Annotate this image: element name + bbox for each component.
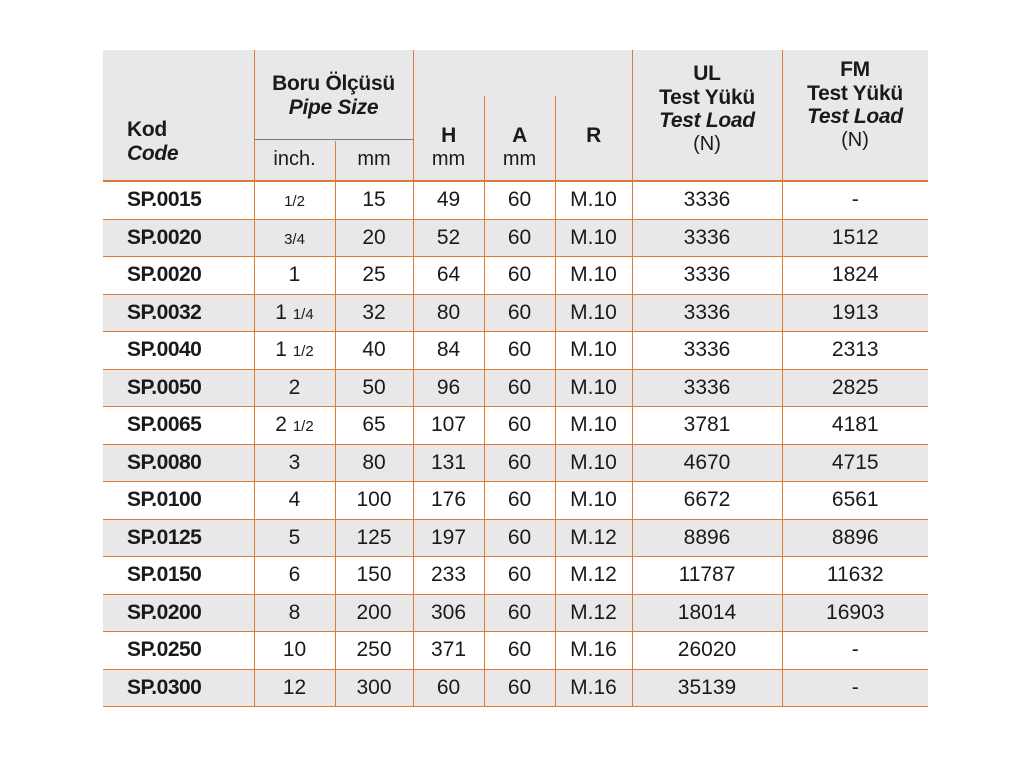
h-cell: 80 bbox=[413, 294, 484, 332]
fm-load-cell: 4715 bbox=[782, 444, 928, 482]
inch-cell bbox=[254, 257, 335, 295]
h-cell: 371 bbox=[413, 632, 484, 670]
code-cell: SP.0032 bbox=[103, 294, 254, 332]
mm-cell: 15 bbox=[335, 182, 413, 219]
a-cell: 60 bbox=[484, 182, 555, 219]
r-cell: M.16 bbox=[555, 669, 632, 707]
table-row bbox=[103, 444, 928, 482]
boru-olcusu-label: Boru Ölçüsü bbox=[272, 72, 395, 95]
inch-whole: 6 bbox=[288, 563, 301, 587]
a-cell: 60 bbox=[484, 257, 555, 295]
inch-whole: 3 bbox=[288, 450, 301, 474]
ul-load-cell: 4670 bbox=[632, 444, 782, 482]
mm-cell: 150 bbox=[335, 557, 413, 595]
table-row bbox=[103, 219, 928, 257]
fm-test-yuku-label: Test Yükü bbox=[807, 81, 903, 105]
inch-fraction: 1/4 bbox=[292, 305, 314, 323]
fm-load-cell: - bbox=[782, 182, 928, 219]
h-unit: mm bbox=[431, 147, 466, 170]
table-row bbox=[103, 407, 928, 445]
code-cell: SP.0020 bbox=[103, 219, 254, 257]
r-cell: M.10 bbox=[555, 182, 632, 219]
a-cell: 60 bbox=[484, 669, 555, 707]
fm-load-cell: - bbox=[782, 669, 928, 707]
ul-load-cell: 3336 bbox=[632, 332, 782, 370]
r-cell: M.10 bbox=[555, 294, 632, 332]
table-row bbox=[103, 594, 928, 632]
r-cell: M.10 bbox=[555, 257, 632, 295]
fm-unit: (N) bbox=[841, 128, 869, 151]
inch-fraction: 1/2 bbox=[284, 193, 305, 211]
inch-whole: 10 bbox=[282, 638, 307, 662]
code-cell: SP.0020 bbox=[103, 257, 254, 295]
code-cell: SP.0150 bbox=[103, 557, 254, 595]
h-cell: 197 bbox=[413, 519, 484, 557]
ul-header bbox=[632, 62, 782, 155]
table-row bbox=[103, 294, 928, 332]
a-unit: mm bbox=[502, 147, 537, 170]
code-label: Code bbox=[127, 141, 179, 165]
fm-load-cell: 11632 bbox=[782, 557, 928, 595]
r-cell: M.10 bbox=[555, 444, 632, 482]
fm-load-cell: 6561 bbox=[782, 482, 928, 520]
spec-table bbox=[103, 50, 928, 707]
ul-load-cell: 26020 bbox=[632, 632, 782, 670]
inch-cell bbox=[254, 444, 335, 482]
fm-load-cell: 2313 bbox=[782, 332, 928, 370]
table-row bbox=[103, 557, 928, 595]
fm-header bbox=[782, 58, 928, 151]
ul-load-cell: 18014 bbox=[632, 594, 782, 632]
ul-test-load-label: Test Load bbox=[659, 109, 755, 133]
kod-label: Kod bbox=[127, 118, 167, 141]
fm-load-cell: 1512 bbox=[782, 219, 928, 257]
inch-cell bbox=[254, 332, 335, 370]
r-cell: M.10 bbox=[555, 369, 632, 407]
mm-cell: 32 bbox=[335, 294, 413, 332]
fm-label: FM bbox=[840, 58, 870, 81]
h-cell: 64 bbox=[413, 257, 484, 295]
inch-whole: 4 bbox=[288, 488, 301, 512]
fm-load-cell: 2825 bbox=[782, 369, 928, 407]
r-cell: M.10 bbox=[555, 482, 632, 520]
inch-cell bbox=[254, 594, 335, 632]
a-cell: 60 bbox=[484, 594, 555, 632]
mm-cell: 50 bbox=[335, 369, 413, 407]
inch-cell bbox=[254, 482, 335, 520]
ul-load-cell: 3336 bbox=[632, 182, 782, 219]
r-cell: M.12 bbox=[555, 594, 632, 632]
ul-test-yuku-label: Test Yükü bbox=[659, 85, 755, 109]
h-cell: 176 bbox=[413, 482, 484, 520]
h-cell: 49 bbox=[413, 182, 484, 219]
ul-unit: (N) bbox=[693, 132, 721, 155]
r-cell: M.10 bbox=[555, 332, 632, 370]
inch-cell bbox=[254, 632, 335, 670]
a-cell: 60 bbox=[484, 219, 555, 257]
inch-cell bbox=[254, 219, 335, 257]
inch-whole: 8 bbox=[288, 600, 301, 624]
table-row bbox=[103, 632, 928, 670]
a-cell: 60 bbox=[484, 369, 555, 407]
ul-label: UL bbox=[693, 62, 721, 85]
code-cell: SP.0050 bbox=[103, 369, 254, 407]
inch-cell bbox=[254, 294, 335, 332]
h-cell: 107 bbox=[413, 407, 484, 445]
fm-load-cell: 8896 bbox=[782, 519, 928, 557]
inch-whole: 2 bbox=[288, 375, 301, 399]
code-cell: SP.0040 bbox=[103, 332, 254, 370]
mm-cell: 200 bbox=[335, 594, 413, 632]
a-cell: 60 bbox=[484, 444, 555, 482]
ul-load-cell: 35139 bbox=[632, 669, 782, 707]
a-cell: 60 bbox=[484, 482, 555, 520]
inch-cell bbox=[254, 182, 335, 219]
h-label: H bbox=[441, 124, 456, 147]
mm-header: mm bbox=[357, 148, 391, 170]
inch-whole: 5 bbox=[288, 525, 301, 549]
ul-load-cell: 6672 bbox=[632, 482, 782, 520]
ul-load-cell: 3336 bbox=[632, 369, 782, 407]
mm-cell: 65 bbox=[335, 407, 413, 445]
r-cell: M.12 bbox=[555, 557, 632, 595]
fm-load-cell: 16903 bbox=[782, 594, 928, 632]
inch-fraction: 3/4 bbox=[284, 230, 305, 248]
r-cell: M.16 bbox=[555, 632, 632, 670]
inch-cell bbox=[254, 407, 335, 445]
mm-cell: 20 bbox=[335, 219, 413, 257]
mm-cell: 250 bbox=[335, 632, 413, 670]
a-cell: 60 bbox=[484, 407, 555, 445]
code-cell: SP.0080 bbox=[103, 444, 254, 482]
a-label: A bbox=[512, 124, 527, 147]
code-cell: SP.0200 bbox=[103, 594, 254, 632]
inch-whole: 1 bbox=[288, 263, 301, 287]
pipe-size-header bbox=[254, 72, 413, 119]
fm-load-cell: 4181 bbox=[782, 407, 928, 445]
code-cell: SP.0250 bbox=[103, 632, 254, 670]
r-cell: M.12 bbox=[555, 519, 632, 557]
table-row bbox=[103, 369, 928, 407]
ul-load-cell: 3781 bbox=[632, 407, 782, 445]
code-cell: SP.0300 bbox=[103, 669, 254, 707]
h-cell: 60 bbox=[413, 669, 484, 707]
inch-whole: 1 bbox=[275, 300, 287, 324]
mm-cell: 80 bbox=[335, 444, 413, 482]
table-row bbox=[103, 257, 928, 295]
r-header: R bbox=[586, 124, 601, 147]
h-cell: 84 bbox=[413, 332, 484, 370]
inch-fraction: 1/2 bbox=[292, 343, 314, 361]
mm-cell: 40 bbox=[335, 332, 413, 370]
mm-cell: 125 bbox=[335, 519, 413, 557]
table-row bbox=[103, 332, 928, 370]
a-cell: 60 bbox=[484, 632, 555, 670]
mm-cell: 100 bbox=[335, 482, 413, 520]
inch-whole: 1 bbox=[275, 338, 287, 362]
ul-load-cell: 3336 bbox=[632, 257, 782, 295]
table-row bbox=[103, 669, 928, 707]
table-row bbox=[103, 519, 928, 557]
fm-load-cell: 1913 bbox=[782, 294, 928, 332]
inch-whole: 12 bbox=[282, 675, 307, 699]
a-cell: 60 bbox=[484, 332, 555, 370]
ul-load-cell: 8896 bbox=[632, 519, 782, 557]
inch-cell bbox=[254, 369, 335, 407]
inch-cell bbox=[254, 519, 335, 557]
a-cell: 60 bbox=[484, 294, 555, 332]
h-cell: 131 bbox=[413, 444, 484, 482]
table-row bbox=[103, 482, 928, 520]
inch-header: inch. bbox=[273, 148, 316, 170]
table-body bbox=[103, 182, 928, 707]
inch-fraction: 1/2 bbox=[292, 418, 314, 436]
a-cell: 60 bbox=[484, 519, 555, 557]
h-cell: 306 bbox=[413, 594, 484, 632]
code-cell: SP.0015 bbox=[103, 182, 254, 219]
mm-cell: 300 bbox=[335, 669, 413, 707]
h-cell: 52 bbox=[413, 219, 484, 257]
mm-cell: 25 bbox=[335, 257, 413, 295]
h-header bbox=[413, 124, 484, 170]
a-cell: 60 bbox=[484, 557, 555, 595]
h-cell: 96 bbox=[413, 369, 484, 407]
fm-load-cell: 1824 bbox=[782, 257, 928, 295]
r-cell: M.10 bbox=[555, 219, 632, 257]
code-cell: SP.0125 bbox=[103, 519, 254, 557]
h-cell: 233 bbox=[413, 557, 484, 595]
inch-whole: 2 bbox=[275, 413, 287, 437]
table-header bbox=[103, 50, 928, 182]
a-header bbox=[484, 124, 555, 170]
ul-load-cell: 11787 bbox=[632, 557, 782, 595]
inch-cell bbox=[254, 557, 335, 595]
fm-test-load-label: Test Load bbox=[807, 105, 903, 129]
ul-load-cell: 3336 bbox=[632, 294, 782, 332]
code-cell: SP.0065 bbox=[103, 407, 254, 445]
r-cell: M.10 bbox=[555, 407, 632, 445]
ul-load-cell: 3336 bbox=[632, 219, 782, 257]
inch-cell bbox=[254, 669, 335, 707]
code-cell: SP.0100 bbox=[103, 482, 254, 520]
fm-load-cell: - bbox=[782, 632, 928, 670]
pipe-size-label: Pipe Size bbox=[288, 95, 379, 119]
table-row bbox=[103, 182, 928, 219]
code-header bbox=[127, 118, 178, 165]
